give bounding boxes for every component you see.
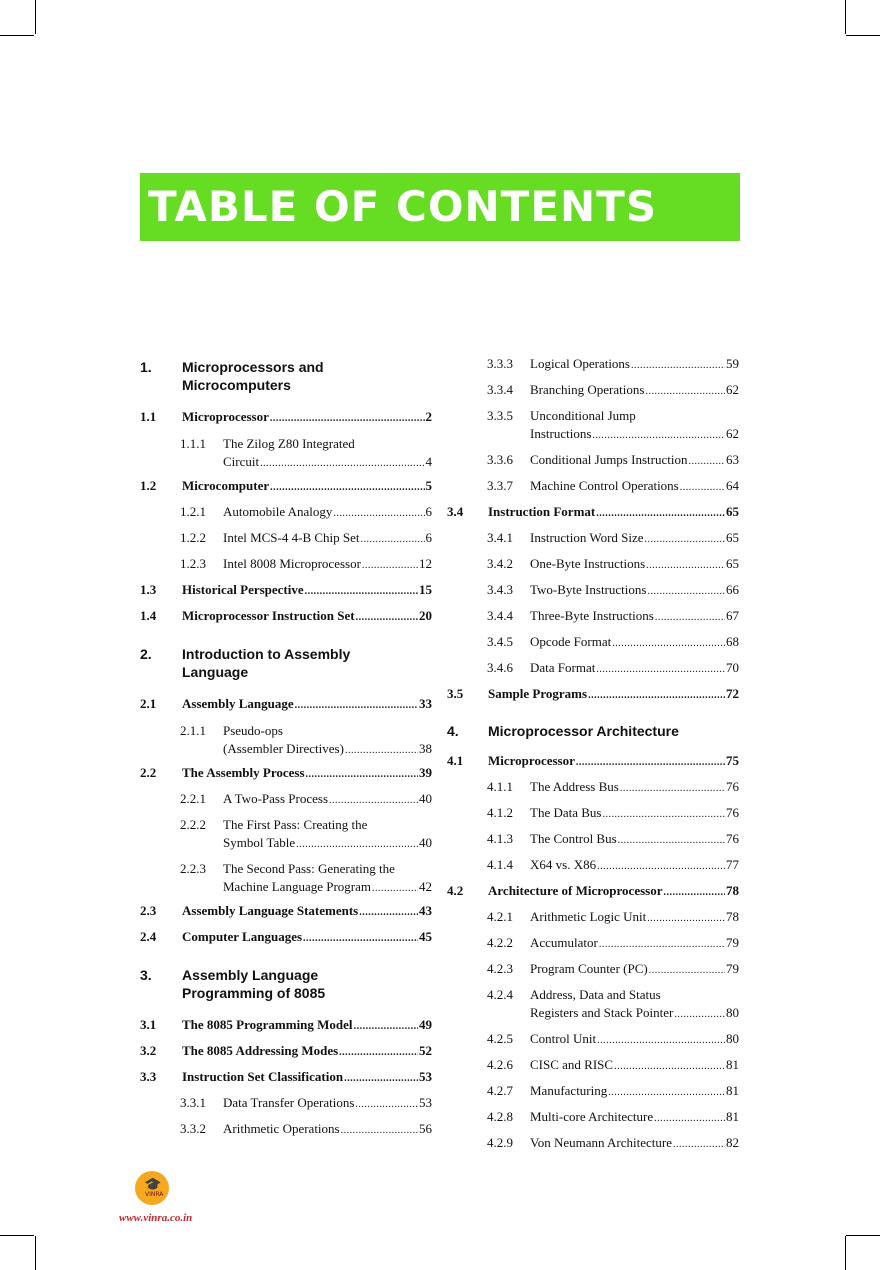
- toc-entry-number: 3.2: [140, 1043, 157, 1058]
- toc-dot-leader: [295, 697, 418, 715]
- toc-entry-number: 3.5: [447, 686, 464, 701]
- toc-entry-sub[interactable]: [447, 778, 739, 798]
- toc-entry-title: Language: [182, 664, 249, 680]
- crop-mark-top-right-h: [846, 35, 880, 36]
- toc-page-number: 82: [726, 1135, 739, 1150]
- toc-entry-title: Control Unit: [530, 1031, 597, 1046]
- publisher-logo: [135, 1171, 169, 1205]
- toc-entry-number: 3.3.4: [487, 382, 513, 397]
- toc-dot-leader: [654, 1110, 725, 1128]
- toc-page-number: 64: [726, 478, 739, 493]
- toc-entry-title: Data Format: [530, 660, 596, 675]
- toc-entry-title: Instruction Word Size: [530, 530, 644, 545]
- toc-entry-sub[interactable]: [447, 1134, 739, 1154]
- toc-dot-leader: [612, 635, 725, 653]
- toc-dot-leader: [372, 880, 418, 898]
- crop-mark-top-right: [845, 0, 846, 34]
- toc-page-number: 65: [726, 530, 739, 545]
- toc-entry-title: Unconditional Jump: [530, 408, 636, 423]
- toc-entry-number: 4.1.1: [487, 779, 513, 794]
- toc-entry-section[interactable]: [140, 1042, 432, 1062]
- toc-entry-title: The Assembly Process: [182, 765, 305, 780]
- toc-entry-number: 3.3.6: [487, 452, 513, 467]
- toc-entry-number: 2.1: [140, 696, 157, 711]
- toc-entry-number: 1.2: [140, 478, 157, 493]
- toc-entry-section[interactable]: [140, 1016, 432, 1036]
- toc-dot-leader: [305, 583, 418, 601]
- toc-dot-leader: [341, 1122, 418, 1140]
- toc-entry-number: 4.1: [447, 753, 464, 768]
- toc-dot-leader: [344, 1070, 418, 1088]
- toc-page-number: 6: [425, 504, 432, 519]
- toc-entry-title: Program Counter (PC): [530, 961, 648, 976]
- toc-entry-number: 4.2: [447, 883, 464, 898]
- toc-entry-number: 1.2.3: [180, 556, 206, 571]
- toc-entry-number: 3.4: [447, 504, 464, 519]
- toc-entry-number: 3.4.5: [487, 634, 513, 649]
- toc-dot-leader: [688, 453, 725, 471]
- toc-entry-number: 3.4.2: [487, 556, 513, 571]
- toc-dot-leader: [270, 410, 425, 428]
- toc-entry-section[interactable]: [140, 408, 432, 428]
- toc-page-number: 77: [726, 857, 739, 872]
- toc-entry-title: Computer Languages: [182, 929, 303, 944]
- toc-entry-number: 2.3: [140, 903, 157, 918]
- toc-page-number: 65: [726, 556, 739, 571]
- toc-entry-number: 3.3.5: [487, 408, 513, 423]
- crop-mark-top-left: [35, 0, 36, 34]
- toc-dot-leader: [655, 609, 725, 627]
- toc-entry-section[interactable]: [140, 477, 432, 497]
- toc-entry-sub[interactable]: [447, 555, 739, 575]
- toc-entry-title: CISC and RISC: [530, 1057, 614, 1072]
- toc-page-number: 40: [419, 835, 432, 850]
- toc-entry-number: 4.1.2: [487, 805, 513, 820]
- toc-column-right: [447, 355, 739, 1154]
- toc-dot-leader: [296, 836, 418, 854]
- toc-dot-leader: [362, 557, 418, 575]
- toc-entry-sub[interactable]: [140, 529, 432, 549]
- toc-entry-title: Pseudo-ops: [223, 723, 283, 738]
- toc-page-number: 43: [419, 903, 432, 918]
- toc-dot-leader: [356, 609, 418, 627]
- toc-page-number: 78: [726, 883, 739, 898]
- crop-mark-bottom-left-h: [0, 1235, 34, 1236]
- toc-entry-title: Microcomputer: [182, 478, 270, 493]
- toc-page-number: 68: [726, 634, 739, 649]
- toc-entry-number: 4.2.9: [487, 1135, 513, 1150]
- toc-entry-sub[interactable]: [140, 503, 432, 523]
- toc-page-number: 5: [425, 478, 432, 493]
- toc-entry-sub[interactable]: [447, 908, 739, 928]
- toc-entry-title: The 8085 Programming Model: [182, 1017, 353, 1032]
- toc-entry-number: 3.4.1: [487, 530, 513, 545]
- toc-page-number: 63: [726, 452, 739, 467]
- logo-text: VINRA: [145, 1191, 164, 1198]
- toc-dot-leader: [359, 904, 418, 922]
- toc-entry-number: 1.2.2: [180, 530, 206, 545]
- toc-entry-chapter[interactable]: [140, 966, 432, 1002]
- toc-dot-leader: [333, 505, 424, 523]
- toc-entry-sub[interactable]: [140, 722, 432, 760]
- toc-page-number: 15: [419, 582, 432, 597]
- toc-page-number: 49: [419, 1017, 432, 1032]
- toc-page-number: 33: [419, 696, 432, 711]
- toc-entry-number: 2.2.2: [180, 817, 206, 832]
- toc-entry-number: 1.4: [140, 608, 157, 623]
- toc-entry-sub[interactable]: [447, 960, 739, 980]
- toc-page-number: 4: [425, 454, 432, 469]
- toc-dot-leader: [680, 479, 725, 497]
- toc-entry-number: 3.3: [140, 1069, 157, 1084]
- toc-entry-section[interactable]: [140, 928, 432, 948]
- toc-page-number: 39: [419, 765, 432, 780]
- toc-dot-leader: [596, 661, 725, 679]
- website-link[interactable]: www.vinra.co.in: [119, 1212, 193, 1224]
- toc-dot-leader: [361, 531, 425, 549]
- graduation-cap-icon: 🎓: [144, 1178, 162, 1193]
- toc-entry-title: Accumulator: [530, 935, 598, 950]
- toc-dot-leader: [303, 930, 418, 948]
- toc-entry-title: (Assembler Directives): [223, 741, 344, 756]
- toc-entry-sub[interactable]: [447, 607, 739, 627]
- toc-page-number: 65: [726, 504, 739, 519]
- toc-dot-leader: [647, 910, 725, 928]
- toc-dot-leader: [673, 1136, 725, 1154]
- toc-entry-title: A Two-Pass Process: [223, 791, 329, 806]
- toc-entry-title: The Zilog Z80 Integrated: [223, 436, 355, 451]
- toc-dot-leader: [588, 687, 725, 705]
- toc-entry-title: Instruction Format: [488, 504, 596, 519]
- toc-entry-title: The Second Pass: Generating the: [223, 861, 395, 876]
- toc-page-number: 79: [726, 961, 739, 976]
- title-banner: [140, 173, 740, 241]
- toc-entry-section[interactable]: [447, 685, 739, 705]
- toc-page-number: 40: [419, 791, 432, 806]
- toc-dot-leader: [645, 531, 725, 549]
- toc-dot-leader: [596, 505, 725, 523]
- toc-entry-title: Machine Control Operations: [530, 478, 679, 493]
- toc-entry-title: The First Pass: Creating the: [223, 817, 368, 832]
- toc-entry-number: 2.1.1: [180, 723, 206, 738]
- toc-page-number: 80: [726, 1031, 739, 1046]
- toc-entry-title: Arithmetic Operations: [223, 1121, 340, 1136]
- toc-entry-sub[interactable]: [447, 934, 739, 954]
- toc-page-number: 76: [726, 779, 739, 794]
- toc-entry-title: Address, Data and Status: [530, 987, 661, 1002]
- toc-entry-sub[interactable]: [447, 581, 739, 601]
- toc-page-number: 38: [419, 741, 432, 756]
- toc-entry-section[interactable]: [140, 1068, 432, 1088]
- toc-dot-leader: [345, 742, 418, 760]
- toc-entry-title: Intel 8008 Microprocessor: [223, 556, 361, 571]
- toc-entry-title: Two-Byte Instructions: [530, 582, 647, 597]
- toc-entry-sub[interactable]: [447, 804, 739, 824]
- toc-page-number: 79: [726, 935, 739, 950]
- toc-entry-title: Instructions: [530, 426, 592, 441]
- toc-page-number: 81: [726, 1109, 739, 1124]
- toc-entry-title: Microprocessor: [182, 409, 269, 424]
- toc-entry-title: Von Neumann Architecture: [530, 1135, 672, 1150]
- toc-entry-title: Assembly Language: [182, 967, 319, 983]
- toc-page-number: 20: [419, 608, 432, 623]
- toc-entry-number: 3.3.3: [487, 356, 513, 371]
- toc-dot-leader: [599, 936, 725, 954]
- toc-entry-title: Assembly Language Statements: [182, 903, 359, 918]
- toc-page-number: 72: [726, 686, 739, 701]
- toc-entry-number: 4.: [447, 723, 459, 739]
- toc-entry-section[interactable]: [140, 764, 432, 784]
- toc-page-number: 59: [726, 356, 739, 371]
- toc-entry-chapter[interactable]: [447, 722, 739, 740]
- toc-dot-leader: [602, 806, 725, 824]
- toc-entry-number: 1.1.1: [180, 436, 206, 451]
- toc-dot-leader: [329, 792, 418, 810]
- toc-dot-leader: [339, 1044, 418, 1062]
- toc-dot-leader: [631, 357, 725, 375]
- toc-dot-leader: [674, 1006, 725, 1024]
- toc-entry-section[interactable]: [140, 607, 432, 627]
- toc-dot-leader: [576, 754, 725, 772]
- toc-entry-title: Machine Language Program: [223, 879, 372, 894]
- toc-dot-leader: [620, 780, 725, 798]
- toc-entry-number: 2.2.1: [180, 791, 206, 806]
- toc-dot-leader: [355, 1096, 418, 1114]
- toc-entry-number: 3.4.4: [487, 608, 513, 623]
- toc-entry-title: Microprocessor Instruction Set: [182, 608, 355, 623]
- toc-entry-sub[interactable]: [447, 1056, 739, 1076]
- toc-entry-title: Arithmetic Logic Unit: [530, 909, 647, 924]
- toc-entry-title: The Control Bus: [530, 831, 617, 846]
- toc-entry-title: Data Transfer Operations: [223, 1095, 355, 1110]
- toc-entry-title: The 8085 Addressing Modes: [182, 1043, 339, 1058]
- toc-entry-number: 4.1.4: [487, 857, 513, 872]
- toc-entry-title: Branching Operations: [530, 382, 645, 397]
- toc-page-number: 76: [726, 805, 739, 820]
- toc-page-number: 81: [726, 1057, 739, 1072]
- toc-entry-chapter[interactable]: [140, 358, 432, 394]
- toc-page-number: 62: [726, 426, 739, 441]
- toc-entry-title: Architecture of Microprocessor: [488, 883, 663, 898]
- toc-dot-leader: [260, 455, 424, 473]
- toc-entry-sub[interactable]: [140, 816, 432, 854]
- toc-entry-number: 2.2.3: [180, 861, 206, 876]
- toc-entry-title: Introduction to Assembly: [182, 646, 351, 662]
- toc-page-number: 2: [425, 409, 432, 424]
- toc-page-number: 45: [419, 929, 432, 944]
- toc-entry-title: Symbol Table: [223, 835, 296, 850]
- toc-entry-title: Three-Byte Instructions: [530, 608, 654, 623]
- toc-dot-leader: [647, 583, 725, 601]
- toc-entry-sub[interactable]: [447, 830, 739, 850]
- toc-page-number: 42: [419, 879, 432, 894]
- toc-entry-title: Programming of 8085: [182, 985, 326, 1001]
- crop-mark-bottom-left: [35, 1236, 36, 1270]
- toc-entry-section[interactable]: [140, 902, 432, 922]
- toc-entry-sub[interactable]: [447, 477, 739, 497]
- toc-dot-leader: [270, 479, 424, 497]
- toc-entry-sub[interactable]: [447, 1030, 739, 1050]
- toc-entry-title: Instruction Set Classification: [182, 1069, 344, 1084]
- toc-entry-number: 4.2.8: [487, 1109, 513, 1124]
- toc-dot-leader: [646, 557, 725, 575]
- toc-entry-number: 4.2.5: [487, 1031, 513, 1046]
- toc-entry-number: 3.4.3: [487, 582, 513, 597]
- toc-entry-sub[interactable]: [447, 355, 739, 375]
- toc-page-number: 66: [726, 582, 739, 597]
- toc-page-number: 70: [726, 660, 739, 675]
- toc-entry-section[interactable]: [447, 503, 739, 523]
- toc-page-number: 56: [419, 1121, 432, 1136]
- toc-dot-leader: [354, 1018, 418, 1036]
- toc-entry-number: 4.2.4: [487, 987, 513, 1002]
- toc-entry-sub[interactable]: [447, 451, 739, 471]
- toc-entry-sub[interactable]: [447, 529, 739, 549]
- toc-entry-number: 2.2: [140, 765, 157, 780]
- toc-entry-title: One-Byte Instructions: [530, 556, 646, 571]
- toc-dot-leader: [614, 1058, 725, 1076]
- toc-entry-title: Sample Programs: [488, 686, 588, 701]
- toc-entry-title: X64 vs. X86: [530, 857, 597, 872]
- toc-entry-sub[interactable]: [140, 1094, 432, 1114]
- toc-dot-leader: [618, 832, 725, 850]
- toc-entry-title: Automobile Analogy: [223, 504, 333, 519]
- toc-entry-title: Microprocessor Architecture: [488, 723, 679, 739]
- toc-entry-title: The Address Bus: [530, 779, 619, 794]
- toc-entry-section[interactable]: [140, 695, 432, 715]
- toc-entry-title: The Data Bus: [530, 805, 602, 820]
- toc-page-number: 52: [419, 1043, 432, 1058]
- toc-entry-title: Logical Operations: [530, 356, 630, 371]
- toc-dot-leader: [649, 962, 725, 980]
- toc-page-number: 53: [419, 1095, 432, 1110]
- toc-page-number: 81: [726, 1083, 739, 1098]
- toc-entry-sub[interactable]: [447, 633, 739, 653]
- toc-entry-number: 3.4.6: [487, 660, 513, 675]
- page-title: TABLE OF CONTENTS: [148, 182, 658, 231]
- toc-dot-leader: [306, 766, 418, 784]
- toc-entry-title: Intel MCS-4 4-B Chip Set: [223, 530, 360, 545]
- toc-entry-number: 4.2.7: [487, 1083, 513, 1098]
- toc-page-number: 62: [726, 382, 739, 397]
- toc-entry-title: Microprocessor: [488, 753, 575, 768]
- toc-entry-title: Multi-core Architecture: [530, 1109, 654, 1124]
- toc-entry-sub[interactable]: [447, 407, 739, 445]
- toc-entry-sub[interactable]: [140, 860, 432, 898]
- toc-page-number: 6: [425, 530, 432, 545]
- toc-entry-number: 1.1: [140, 409, 157, 424]
- toc-page-number: 75: [726, 753, 739, 768]
- toc-entry-number: 3.3.7: [487, 478, 513, 493]
- toc-entry-title: Opcode Format: [530, 634, 612, 649]
- toc-entry-number: 2.: [140, 646, 152, 662]
- toc-entry-number: 4.1.3: [487, 831, 513, 846]
- toc-entry-title: Conditional Jumps Instruction: [530, 452, 688, 467]
- toc-dot-leader: [608, 1084, 725, 1102]
- toc-page-number: 78: [726, 909, 739, 924]
- toc-entry-number: 3.1: [140, 1017, 157, 1032]
- toc-page-number: 12: [419, 556, 432, 571]
- toc-page-number: 67: [726, 608, 739, 623]
- toc-entry-section[interactable]: [140, 581, 432, 601]
- toc-entry-sub[interactable]: [140, 1120, 432, 1140]
- toc-entry-title: Circuit: [223, 454, 260, 469]
- toc-entry-number: 4.2.6: [487, 1057, 513, 1072]
- toc-entry-sub[interactable]: [447, 1082, 739, 1102]
- toc-entry-number: 1.: [140, 359, 152, 375]
- toc-entry-number: 1.3: [140, 582, 157, 597]
- toc-entry-number: 4.2.2: [487, 935, 513, 950]
- toc-entry-sub[interactable]: [447, 1108, 739, 1128]
- toc-column-left: [140, 355, 432, 1140]
- toc-entry-title: Registers and Stack Pointer: [530, 1005, 674, 1020]
- toc-entry-number: 2.4: [140, 929, 157, 944]
- toc-entry-number: 4.2.1: [487, 909, 513, 924]
- toc-entry-title: Manufacturing: [530, 1083, 608, 1098]
- crop-mark-top-left-h: [0, 35, 34, 36]
- toc-dot-leader: [663, 884, 725, 902]
- toc-dot-leader: [592, 427, 725, 445]
- toc-dot-leader: [645, 383, 725, 401]
- toc-entry-number: 3.3.2: [180, 1121, 206, 1136]
- toc-page-number: 76: [726, 831, 739, 846]
- toc-entry-title: Microcomputers: [182, 377, 291, 393]
- toc-entry-sub[interactable]: [447, 659, 739, 679]
- toc-entry-sub[interactable]: [140, 435, 432, 473]
- toc-entry-number: 4.2.3: [487, 961, 513, 976]
- toc-entry-chapter[interactable]: [140, 645, 432, 681]
- toc-entry-sub[interactable]: [447, 856, 739, 876]
- toc-entry-sub[interactable]: [140, 790, 432, 810]
- toc-dot-leader: [597, 1032, 725, 1050]
- toc-entry-sub[interactable]: [140, 555, 432, 575]
- toc-entry-sub[interactable]: [447, 986, 739, 1024]
- toc-entry-title: Assembly Language: [182, 696, 294, 711]
- toc-entry-title: Historical Perspective: [182, 582, 304, 597]
- toc-entry-number: 3.3.1: [180, 1095, 206, 1110]
- toc-page-number: 53: [419, 1069, 432, 1084]
- toc-dot-leader: [597, 858, 725, 876]
- toc-entry-title: Microprocessors and: [182, 359, 324, 375]
- toc-entry-section[interactable]: [447, 882, 739, 902]
- toc-entry-section[interactable]: [447, 752, 739, 772]
- toc-entry-number: 3.: [140, 967, 152, 983]
- toc-page-number: 80: [726, 1005, 739, 1020]
- crop-mark-bottom-right-h: [846, 1235, 880, 1236]
- toc-entry-sub[interactable]: [447, 381, 739, 401]
- toc-entry-number: 1.2.1: [180, 504, 206, 519]
- crop-mark-bottom-right: [845, 1236, 846, 1270]
